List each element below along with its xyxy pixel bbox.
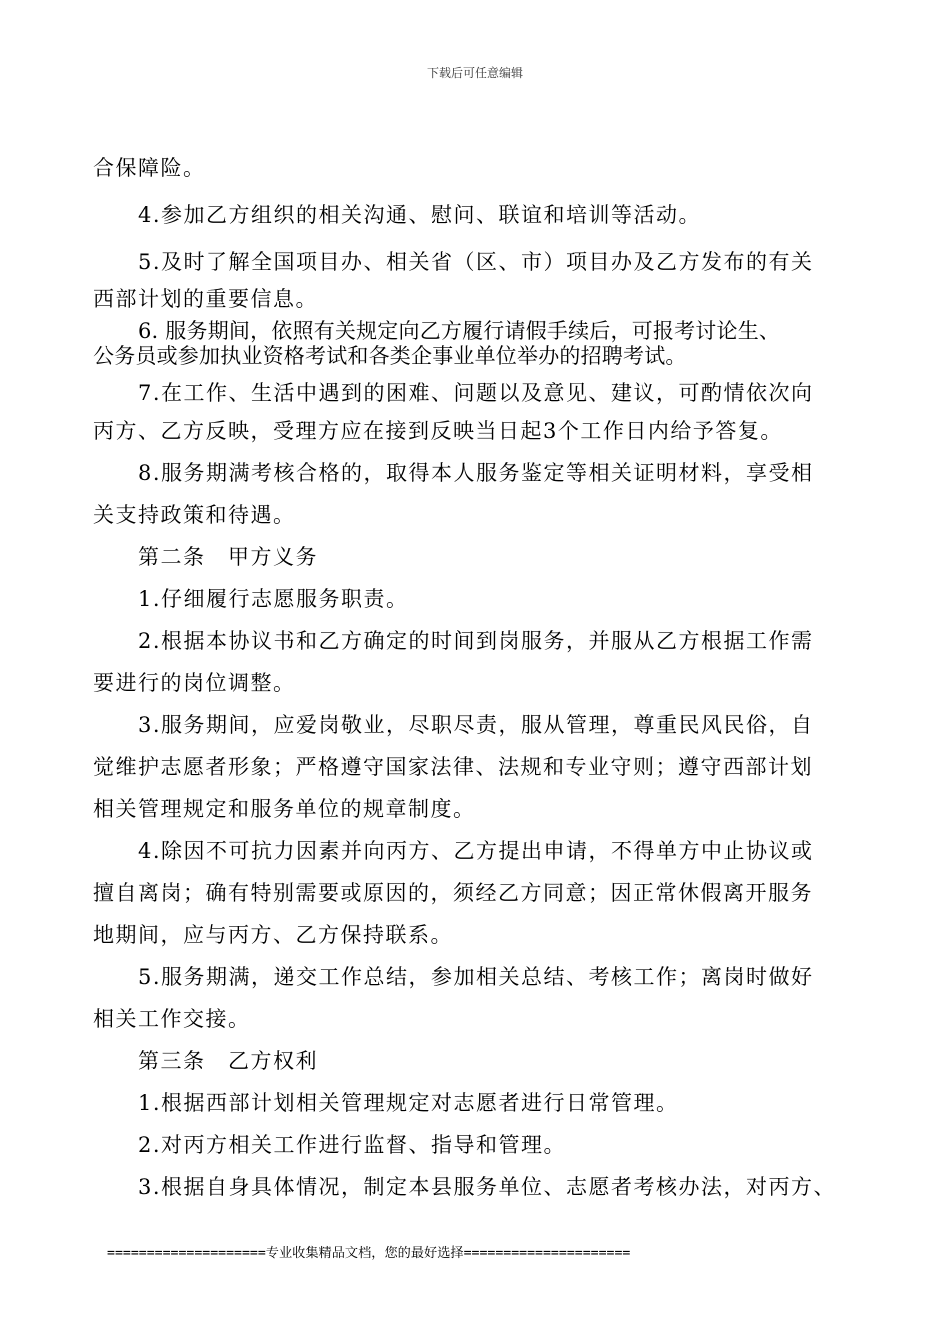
text-line: 7.在工作、生活中遇到的困难、问题以及意见、建议，可酌情依次向 [138, 381, 814, 405]
text-line: 合保障险。 [93, 156, 206, 180]
text-line: 2.对丙方相关工作进行监督、指导和管理。 [138, 1133, 567, 1157]
text-line: 关支持政策和待遇。 [93, 503, 296, 527]
section-heading: 第三条 乙方权利 [138, 1049, 318, 1073]
text-line: 4.除因不可抗力因素并向丙方、乙方提出申请，不得单方中止协议或 [138, 839, 814, 863]
text-line: 觉维护志愿者形象；严格遵守国家法律、法规和专业守则；遵守西部计划 [93, 755, 813, 779]
text-line: 1.仔细履行志愿服务职责。 [138, 587, 409, 611]
text-line: 地期间，应与丙方、乙方保持联系。 [93, 923, 453, 947]
text-line: 6. 服务期间，依照有关规定向乙方履行请假手续后，可报考讨论生、 [138, 319, 781, 343]
section-heading: 第二条 甲方义务 [138, 545, 318, 569]
page-footer: ====================专业收集精品文档，您的最好选择===================== [107, 1246, 631, 1261]
text-line: 丙方、乙方反映，受理方应在接到反映当日起3个工作日内给予答复。 [93, 419, 783, 443]
text-line: 8.服务期满考核合格的，取得本人服务鉴定等相关证明材料，享受相 [138, 461, 814, 485]
text-line: 4.参加乙方组织的相关沟通、慰问、联谊和培训等活动。 [138, 203, 702, 227]
text-line: 要进行的岗位调整。 [93, 671, 296, 695]
text-line: 相关工作交接。 [93, 1007, 251, 1031]
text-line: 2.根据本协议书和乙方确定的时间到岗服务，并服从乙方根据工作需 [138, 629, 814, 653]
text-line: 公务员或参加执业资格考试和各类企事业单位举办的招聘考试。 [93, 344, 687, 368]
text-line: 擅自离岗；确有特别需要或原因的，须经乙方同意；因正常休假离开服务 [93, 881, 813, 905]
page-header: 下载后可任意编辑 [426, 66, 523, 80]
text-line: 1.根据西部计划相关管理规定对志愿者进行日常管理。 [138, 1091, 679, 1115]
text-line: 相关管理规定和服务单位的规章制度。 [93, 797, 476, 821]
text-line: 5.及时了解全国项目办、相关省（区、市）项目办及乙方发布的有关 [138, 250, 814, 274]
text-line: 3.服务期间，应爱岗敬业，尽职尽责，服从管理，尊重民风民俗，自 [138, 713, 814, 737]
text-line: 3.根据自身具体情况，制定本县服务单位、志愿者考核办法，对丙方、 [138, 1175, 837, 1199]
text-line: 5.服务期满，递交工作总结，参加相关总结、考核工作；离岗时做好 [138, 965, 814, 989]
text-line: 西部计划的重要信息。 [93, 287, 318, 311]
